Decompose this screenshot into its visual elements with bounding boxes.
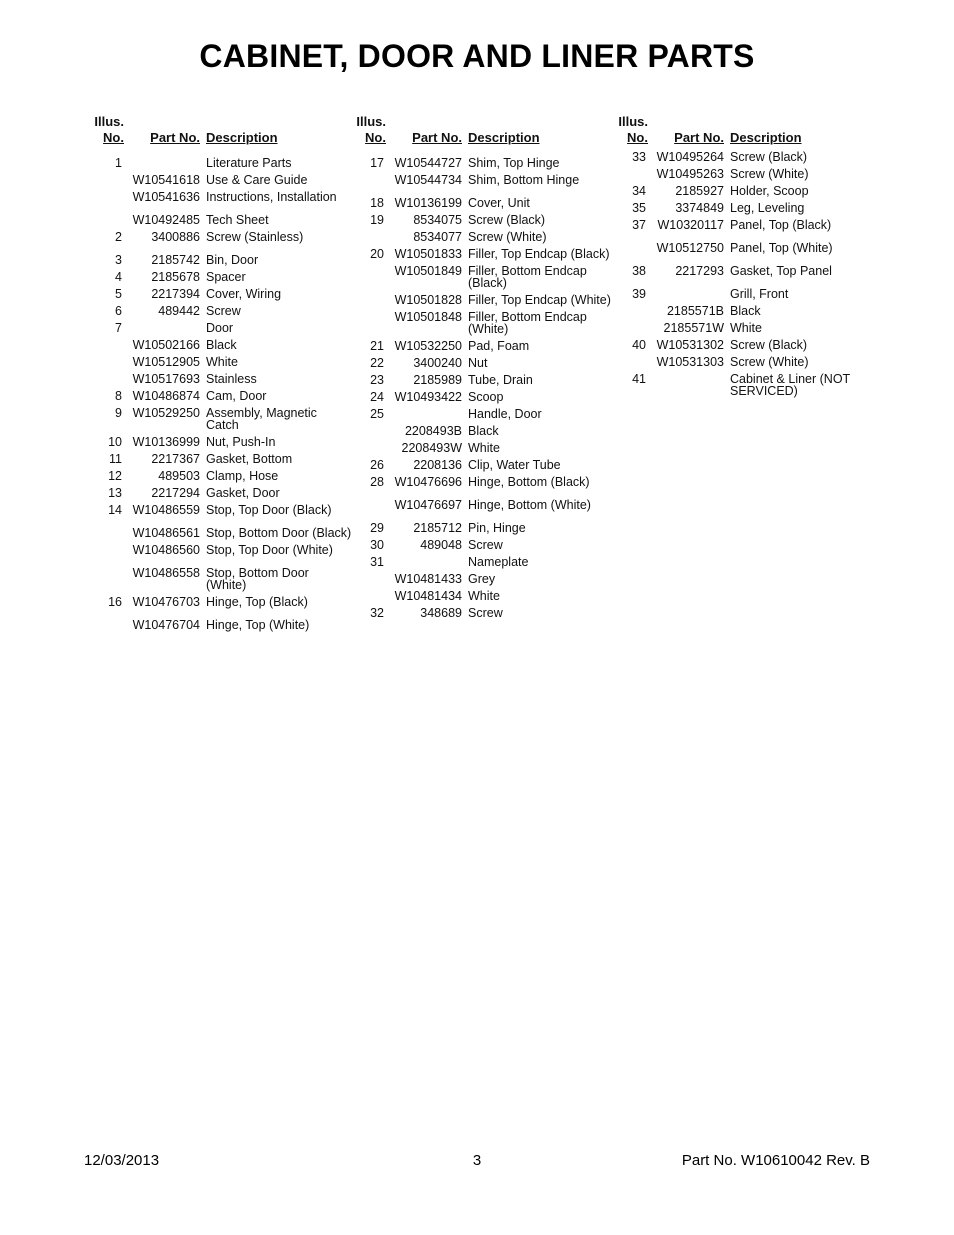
part-number: W10529250 xyxy=(132,406,200,420)
part-description: Stainless xyxy=(206,372,257,386)
part-description: Holder, Scoop xyxy=(730,184,809,198)
part-description: Screw (Stainless) xyxy=(206,230,304,244)
illus-number: 11 xyxy=(109,452,122,466)
part-description: Nameplate xyxy=(468,555,529,569)
part-description: Hinge, Top (White) xyxy=(206,618,310,632)
part-number: 2185927 xyxy=(675,184,724,198)
illus-label: Illus. xyxy=(618,114,648,129)
illus-number: 9 xyxy=(115,406,122,420)
part-number: W10531302 xyxy=(656,338,724,352)
illus-number: 13 xyxy=(108,486,122,500)
part-row xyxy=(614,163,876,180)
illus-no-header xyxy=(614,114,648,146)
part-number: 489442 xyxy=(158,304,200,318)
part-row xyxy=(614,197,876,214)
part-number: 2185712 xyxy=(413,521,462,535)
footer-part-number: Part No. W10610042 Rev. B xyxy=(681,1152,870,1169)
part-description: Stop, Top Door (White) xyxy=(206,543,333,557)
illus-number: 18 xyxy=(370,196,384,210)
part-number: W10486558 xyxy=(132,566,200,580)
part-description: Clip, Water Tube xyxy=(468,458,561,472)
part-description: Screw (Black) xyxy=(730,150,808,164)
illus-number: 32 xyxy=(370,606,384,620)
part-row xyxy=(352,335,614,352)
part-description: Door xyxy=(206,321,234,335)
illus-no-header xyxy=(90,114,124,146)
column-header xyxy=(352,112,614,148)
part-description: Panel, Top (White) xyxy=(730,241,833,255)
part-description: Grey xyxy=(468,572,496,586)
part-number: W10541636 xyxy=(132,190,200,204)
illus-number: 5 xyxy=(115,287,122,301)
part-description: Filler, Bottom Endcap (White) xyxy=(468,310,587,336)
part-description: White xyxy=(730,321,762,335)
part-description: Use & Care Guide xyxy=(206,173,308,187)
part-row xyxy=(352,186,614,209)
illus-number: 37 xyxy=(632,218,646,232)
illus-number: 16 xyxy=(108,595,122,609)
part-row xyxy=(614,146,876,163)
part-number: 2208493W xyxy=(401,441,462,455)
part-row xyxy=(90,516,352,539)
illus-number: 12 xyxy=(108,469,122,483)
illus-number: 24 xyxy=(370,390,384,404)
part-row xyxy=(90,243,352,266)
part-number: W10512750 xyxy=(656,241,724,255)
part-description: Stop, Bottom Door (White) xyxy=(206,566,309,592)
part-description: Bin, Door xyxy=(206,253,259,267)
part-description: Shim, Bottom Hinge xyxy=(468,173,580,187)
part-description: Handle, Door xyxy=(468,407,542,421)
part-row xyxy=(614,214,876,231)
part-description: Stop, Top Door (Black) xyxy=(206,503,332,517)
part-number: 2217293 xyxy=(675,264,724,278)
part-description: Black xyxy=(206,338,237,352)
parts-column-2 xyxy=(352,112,614,619)
part-row xyxy=(614,180,876,197)
illus-number: 8 xyxy=(115,389,122,403)
part-description: Hinge, Top (Black) xyxy=(206,595,308,609)
part-description: Screw xyxy=(206,304,241,318)
part-number: 3400886 xyxy=(151,230,200,244)
part-description: Screw (White) xyxy=(730,355,809,369)
part-description: Panel, Top (Black) xyxy=(730,218,832,232)
part-number: W10481434 xyxy=(394,589,462,603)
part-description: Pad, Foam xyxy=(468,339,530,353)
illus-label: Illus. xyxy=(356,114,386,129)
part-number: W10501833 xyxy=(394,247,462,261)
description-header: Description xyxy=(468,130,540,145)
part-number: 2217294 xyxy=(151,486,200,500)
illus-number: 26 xyxy=(370,458,384,472)
part-description: Filler, Bottom Endcap (Black) xyxy=(468,264,587,290)
illus-number: 17 xyxy=(370,156,384,170)
part-row xyxy=(352,568,614,585)
no-label: No. xyxy=(365,130,386,145)
part-row xyxy=(90,539,352,556)
part-row xyxy=(614,351,876,368)
part-number: W10481433 xyxy=(394,572,462,586)
part-no-header: Part No. xyxy=(150,130,200,145)
part-row xyxy=(352,420,614,437)
illus-number: 22 xyxy=(370,356,384,370)
illus-number: 28 xyxy=(370,475,384,489)
part-number: W10517693 xyxy=(132,372,200,386)
illus-number: 33 xyxy=(632,150,646,164)
illus-number: 39 xyxy=(632,287,646,301)
part-number: 2185989 xyxy=(413,373,462,387)
illus-number: 21 xyxy=(370,339,384,353)
part-row xyxy=(90,226,352,243)
part-row xyxy=(352,152,614,169)
part-row xyxy=(352,511,614,534)
part-row xyxy=(352,437,614,454)
illus-number: 35 xyxy=(632,201,646,215)
part-number: W10531303 xyxy=(656,355,724,369)
part-description: Cam, Door xyxy=(206,389,267,403)
part-row xyxy=(614,317,876,334)
illus-number: 6 xyxy=(115,304,122,318)
part-row xyxy=(614,254,876,277)
part-number: W10532250 xyxy=(394,339,462,353)
part-row xyxy=(90,608,352,631)
part-row xyxy=(90,317,352,334)
part-row xyxy=(352,226,614,243)
part-row xyxy=(90,203,352,226)
part-number: W10501828 xyxy=(394,293,462,307)
part-row xyxy=(90,368,352,385)
part-row xyxy=(90,499,352,516)
part-description: Hinge, Bottom (Black) xyxy=(468,475,590,489)
part-row xyxy=(352,585,614,602)
part-row xyxy=(90,431,352,448)
part-number: 489048 xyxy=(420,538,462,552)
column-header xyxy=(614,112,876,148)
part-number: W10136999 xyxy=(132,435,200,449)
part-no-header: Part No. xyxy=(674,130,724,145)
part-row xyxy=(614,277,876,300)
part-number: W10320117 xyxy=(657,218,724,232)
illus-number: 41 xyxy=(632,372,646,386)
part-description: Pin, Hinge xyxy=(468,521,526,535)
illus-number: 25 xyxy=(370,407,384,421)
part-row xyxy=(90,186,352,203)
part-description: Gasket, Door xyxy=(206,486,280,500)
part-number: W10486560 xyxy=(132,543,200,557)
parts-column-1 xyxy=(90,112,352,631)
part-number: W10486874 xyxy=(132,389,200,403)
part-description: Black xyxy=(730,304,761,318)
part-row xyxy=(90,351,352,368)
no-label: No. xyxy=(627,130,648,145)
part-row xyxy=(90,300,352,317)
part-row xyxy=(90,556,352,591)
part-row xyxy=(352,386,614,403)
part-row xyxy=(90,334,352,351)
part-row xyxy=(90,591,352,608)
part-no-header: Part No. xyxy=(412,130,462,145)
illus-number: 30 xyxy=(370,538,384,552)
part-row xyxy=(352,243,614,260)
part-description: Screw (Black) xyxy=(730,338,808,352)
part-row xyxy=(352,551,614,568)
illus-number: 19 xyxy=(370,213,384,227)
part-number: 8534077 xyxy=(413,230,462,244)
illus-number: 2 xyxy=(115,230,122,244)
part-description: Screw (Black) xyxy=(468,213,546,227)
no-label: No. xyxy=(103,130,124,145)
part-row xyxy=(90,402,352,431)
part-number: W10541618 xyxy=(132,173,200,187)
illus-no-header xyxy=(352,114,386,146)
illus-number: 20 xyxy=(370,247,384,261)
illus-number: 34 xyxy=(632,184,646,198)
part-description: Gasket, Top Panel xyxy=(730,264,832,278)
illus-number: 40 xyxy=(632,338,646,352)
part-row xyxy=(90,385,352,402)
part-number: W10544734 xyxy=(394,173,462,187)
part-row xyxy=(614,334,876,351)
footer-date: 12/03/2013 xyxy=(84,1152,160,1169)
part-row xyxy=(352,471,614,488)
part-number: W10476704 xyxy=(132,618,200,632)
part-number: W10476703 xyxy=(132,595,200,609)
illus-number: 38 xyxy=(632,264,646,278)
part-description: Filler, Top Endcap (Black) xyxy=(468,247,610,261)
part-number: W10476697 xyxy=(394,498,462,512)
part-description: White xyxy=(206,355,238,369)
part-number: 3400240 xyxy=(413,356,462,370)
part-description: Clamp, Hose xyxy=(206,469,279,483)
part-description: Tube, Drain xyxy=(468,373,533,387)
part-number: W10495264 xyxy=(656,150,724,164)
part-description: Literature Parts xyxy=(206,156,292,170)
part-number: W10492485 xyxy=(132,213,200,227)
part-number: W10476696 xyxy=(394,475,462,489)
part-number: W10486561 xyxy=(132,526,200,540)
part-row xyxy=(614,368,876,397)
illus-number: 23 xyxy=(370,373,384,387)
parts-list xyxy=(90,152,352,631)
part-description: Gasket, Bottom xyxy=(206,452,293,466)
parts-column-3 xyxy=(614,112,876,397)
part-number: W10486559 xyxy=(132,503,200,517)
illus-number: 10 xyxy=(108,435,122,449)
footer-page-number: 3 xyxy=(472,1152,482,1169)
page-title: CABINET, DOOR AND LINER PARTS xyxy=(199,38,755,74)
part-number: 348689 xyxy=(420,606,462,620)
illus-number: 1 xyxy=(115,156,122,170)
part-row xyxy=(352,306,614,335)
part-number: 2185678 xyxy=(151,270,200,284)
part-description: Black xyxy=(468,424,499,438)
part-description: Nut xyxy=(468,356,488,370)
part-description: Cabinet & Liner (NOT SERVICED) xyxy=(730,372,850,398)
illus-number: 31 xyxy=(370,555,384,569)
part-number: W10512905 xyxy=(132,355,200,369)
part-row xyxy=(90,152,352,169)
part-description: Spacer xyxy=(206,270,246,284)
part-number: W10544727 xyxy=(394,156,462,170)
part-description: Instructions, Installation xyxy=(206,190,337,204)
column-header xyxy=(90,112,352,148)
part-description: Screw (White) xyxy=(730,167,809,181)
illus-number: 29 xyxy=(370,521,384,535)
part-description: Screw (White) xyxy=(468,230,547,244)
part-number: W10136199 xyxy=(394,196,462,210)
illus-number: 4 xyxy=(115,270,122,284)
part-description: Assembly, Magnetic Catch xyxy=(206,406,317,432)
part-description: Cover, Wiring xyxy=(206,287,282,301)
parts-list xyxy=(352,152,614,619)
part-description: Scoop xyxy=(468,390,504,404)
part-description: Nut, Push-In xyxy=(206,435,276,449)
part-row xyxy=(352,289,614,306)
part-row xyxy=(90,266,352,283)
part-number: W10495263 xyxy=(656,167,724,181)
part-number: 3374849 xyxy=(675,201,724,215)
part-row xyxy=(352,488,614,511)
part-row xyxy=(352,209,614,226)
part-row xyxy=(352,403,614,420)
part-description: Leg, Leveling xyxy=(730,201,805,215)
description-header: Description xyxy=(730,130,802,145)
part-row xyxy=(352,534,614,551)
parts-list xyxy=(614,146,876,397)
part-description: Shim, Top Hinge xyxy=(468,156,560,170)
part-number: 8534075 xyxy=(413,213,462,227)
part-row xyxy=(352,352,614,369)
part-row xyxy=(90,465,352,482)
part-number: 2185571B xyxy=(666,304,724,318)
part-description: White xyxy=(468,441,500,455)
part-row xyxy=(352,260,614,289)
part-row xyxy=(614,300,876,317)
part-number: 2185742 xyxy=(151,253,200,267)
part-row xyxy=(352,369,614,386)
part-number: 2217394 xyxy=(151,287,200,301)
part-row xyxy=(90,169,352,186)
part-description: Hinge, Bottom (White) xyxy=(468,498,591,512)
part-row xyxy=(352,169,614,186)
part-number: 489503 xyxy=(158,469,200,483)
part-number: W10493422 xyxy=(394,390,462,404)
illus-number: 14 xyxy=(108,503,122,517)
part-number: W10501849 xyxy=(394,264,462,278)
part-description: Grill, Front xyxy=(730,287,789,301)
part-row xyxy=(352,602,614,619)
part-description: Screw xyxy=(468,538,503,552)
description-header: Description xyxy=(206,130,278,145)
illus-number: 7 xyxy=(115,321,122,335)
part-row xyxy=(614,231,876,254)
part-row xyxy=(352,454,614,471)
part-row xyxy=(90,283,352,300)
part-number: 2208493B xyxy=(404,424,462,438)
part-description: Screw xyxy=(468,606,503,620)
part-number: W10502166 xyxy=(132,338,200,352)
part-description: Filler, Top Endcap (White) xyxy=(468,293,611,307)
part-description: Stop, Bottom Door (Black) xyxy=(206,526,352,540)
part-description: White xyxy=(468,589,500,603)
part-description: Cover, Unit xyxy=(468,196,530,210)
part-number: 2217367 xyxy=(151,452,200,466)
illus-number: 3 xyxy=(115,253,122,267)
part-number: 2208136 xyxy=(413,458,462,472)
part-number: W10501848 xyxy=(394,310,462,324)
part-row xyxy=(90,448,352,465)
part-row xyxy=(90,482,352,499)
part-number: 2185571W xyxy=(663,321,724,335)
part-description: Tech Sheet xyxy=(206,213,269,227)
illus-label: Illus. xyxy=(94,114,124,129)
